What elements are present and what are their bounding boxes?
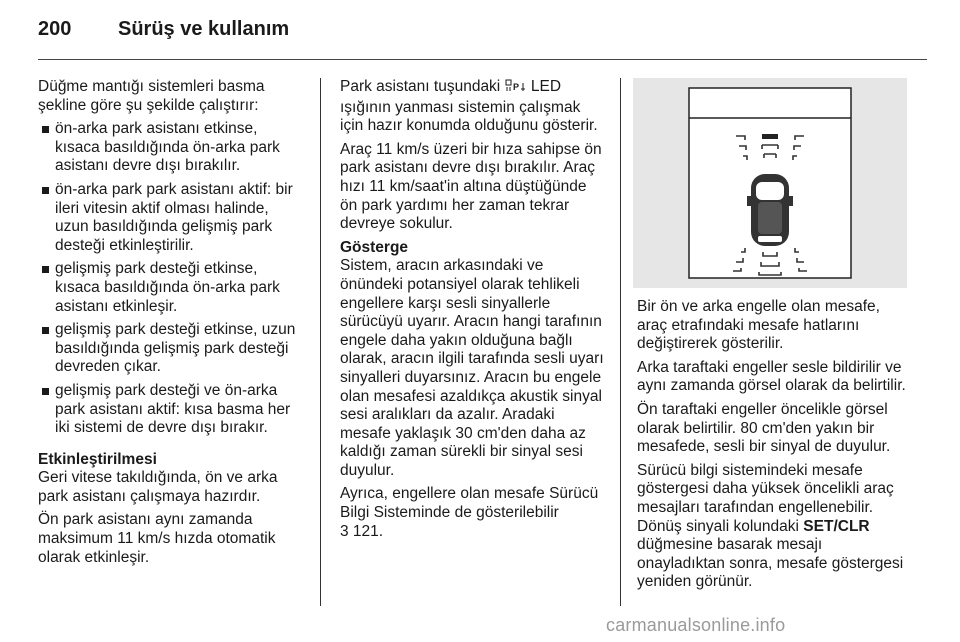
- text-run: LED ışığının yanması sistemin çalışmak için hazır konumda olduğunu gösterir.: [340, 78, 598, 135]
- header-rule: [38, 59, 927, 60]
- list-item: ön-arka park asistanı etkinse, kısaca basıldığında ön-arka park asistanı devre dışı bırakılır.: [38, 120, 303, 176]
- column-left: [38, 78, 303, 572]
- paragraph: Ön taraftaki engeller öncelikle görsel olarak belirtilir. 80 cm'den yakın bir mesafede, sesli bir sinyal de duyulur.: [637, 400, 891, 456]
- park-assist-button-icon: [505, 79, 527, 99]
- section-title: Sürüş ve kullanım: [118, 18, 290, 40]
- page-reference-link[interactable]: 3 121.: [340, 522, 384, 540]
- intro-paragraph: Düğme mantığı sistemleri basma şekline göre şu şekilde çalıştırır:: [38, 78, 265, 114]
- text-run: Ayrıca, engellere olan mesafe Sürücü Bilgi Sisteminde de gösterilebilir: [340, 485, 599, 522]
- text-run: düğmesine basarak mesajı onayladıktan sonra, mesafe göstergesi yeniden görünür.: [637, 536, 904, 591]
- car-icon: [747, 174, 793, 246]
- text-run: Sürücü bilgi sistemindeki mesafe göstergesi daha yüksek öncelikli araç mesajları tarafından engellenebilir. Dönüş sinyali kolundaki: [637, 461, 894, 535]
- paragraph: [340, 485, 605, 541]
- list-item: gelişmiş park desteği etkinse, uzun basıldığında gelişmiş park desteği devreden çıkar.: [38, 321, 303, 377]
- paragraph: Arka taraftaki engeller sesle bildirilir ve aynı zamanda görsel olarak da belirtilir.: [637, 358, 906, 395]
- list-item: gelişmiş park desteği ve ön-arka park asistanı aktif: kısa basma her iki sistemi de devre dışı bırakır.: [38, 382, 303, 438]
- paragraph: Araç 11 km/s üzeri bir hıza sahipse ön park asistanı devre dışı bırakılır. Araç hızı 11 km/saat'in altına düştüğünde ön park yardımı her zaman tekrar devreye sokulur.: [340, 140, 602, 233]
- parking-distance-figure: [633, 78, 907, 288]
- bullet-list: [38, 120, 303, 438]
- paragraph: [637, 462, 907, 592]
- svg-text:P: P: [512, 82, 519, 92]
- set-clr-button-label: SET/CLR: [803, 517, 870, 535]
- paragraph: Bir ön ve arka engelle olan mesafe, araç etrafındaki mesafe hatlarını değiştirerek gösterilir.: [637, 298, 880, 353]
- paragraph: Ön park asistanı aynı zamanda maksimum 11 km/s hızda otomatik olarak etkinleşir.: [38, 511, 276, 566]
- page-header: [38, 18, 289, 41]
- text-run: Park asistanı tuşundaki: [340, 78, 505, 95]
- section-heading: Etkinleştirilmesi: [38, 450, 157, 468]
- list-item: ön-arka park park asistanı aktif: bir ileri vitesin aktif olması halinde, uzun basıldığında gelişmiş park desteği etkinleştirilir.: [38, 181, 303, 255]
- paragraph: Sistem, aracın arkasındaki ve önündeki potansiyel olarak tehlikeli engellere karşı sesli sinyallerle sürücüyü uyarır. Aracın hangi tarafının engele daha yakın olduğuna bağlı olarak, aracın ilgili tarafında sesli uyarı sinyalleri duyarsınız. Aracın bu engele olan mesafesi azaldıkça akustik sinyal sesi aralıkları da azalır. Aradaki mesafe yaklaşık 30 cm'den daha az kaldığı zaman sürekli bir sinyal sesi duyulur.: [340, 257, 604, 479]
- paragraph: [340, 78, 605, 136]
- page-number: 200: [38, 18, 72, 40]
- section-heading: Gösterge: [340, 238, 409, 256]
- paragraph: Geri vitese takıldığında, ön ve arka park asistanı çalışmaya hazırdır.: [38, 469, 278, 505]
- parking-distance-display-icon: [633, 78, 907, 288]
- column-divider: [620, 78, 621, 606]
- column-middle: [340, 78, 605, 546]
- column-right: [637, 298, 907, 597]
- column-divider: [320, 78, 321, 606]
- list-item: gelişmiş park desteği etkinse, kısaca basıldığında ön-arka park asistanı etkinleşir.: [38, 260, 303, 316]
- watermark: carmanualsonline.info: [606, 615, 786, 635]
